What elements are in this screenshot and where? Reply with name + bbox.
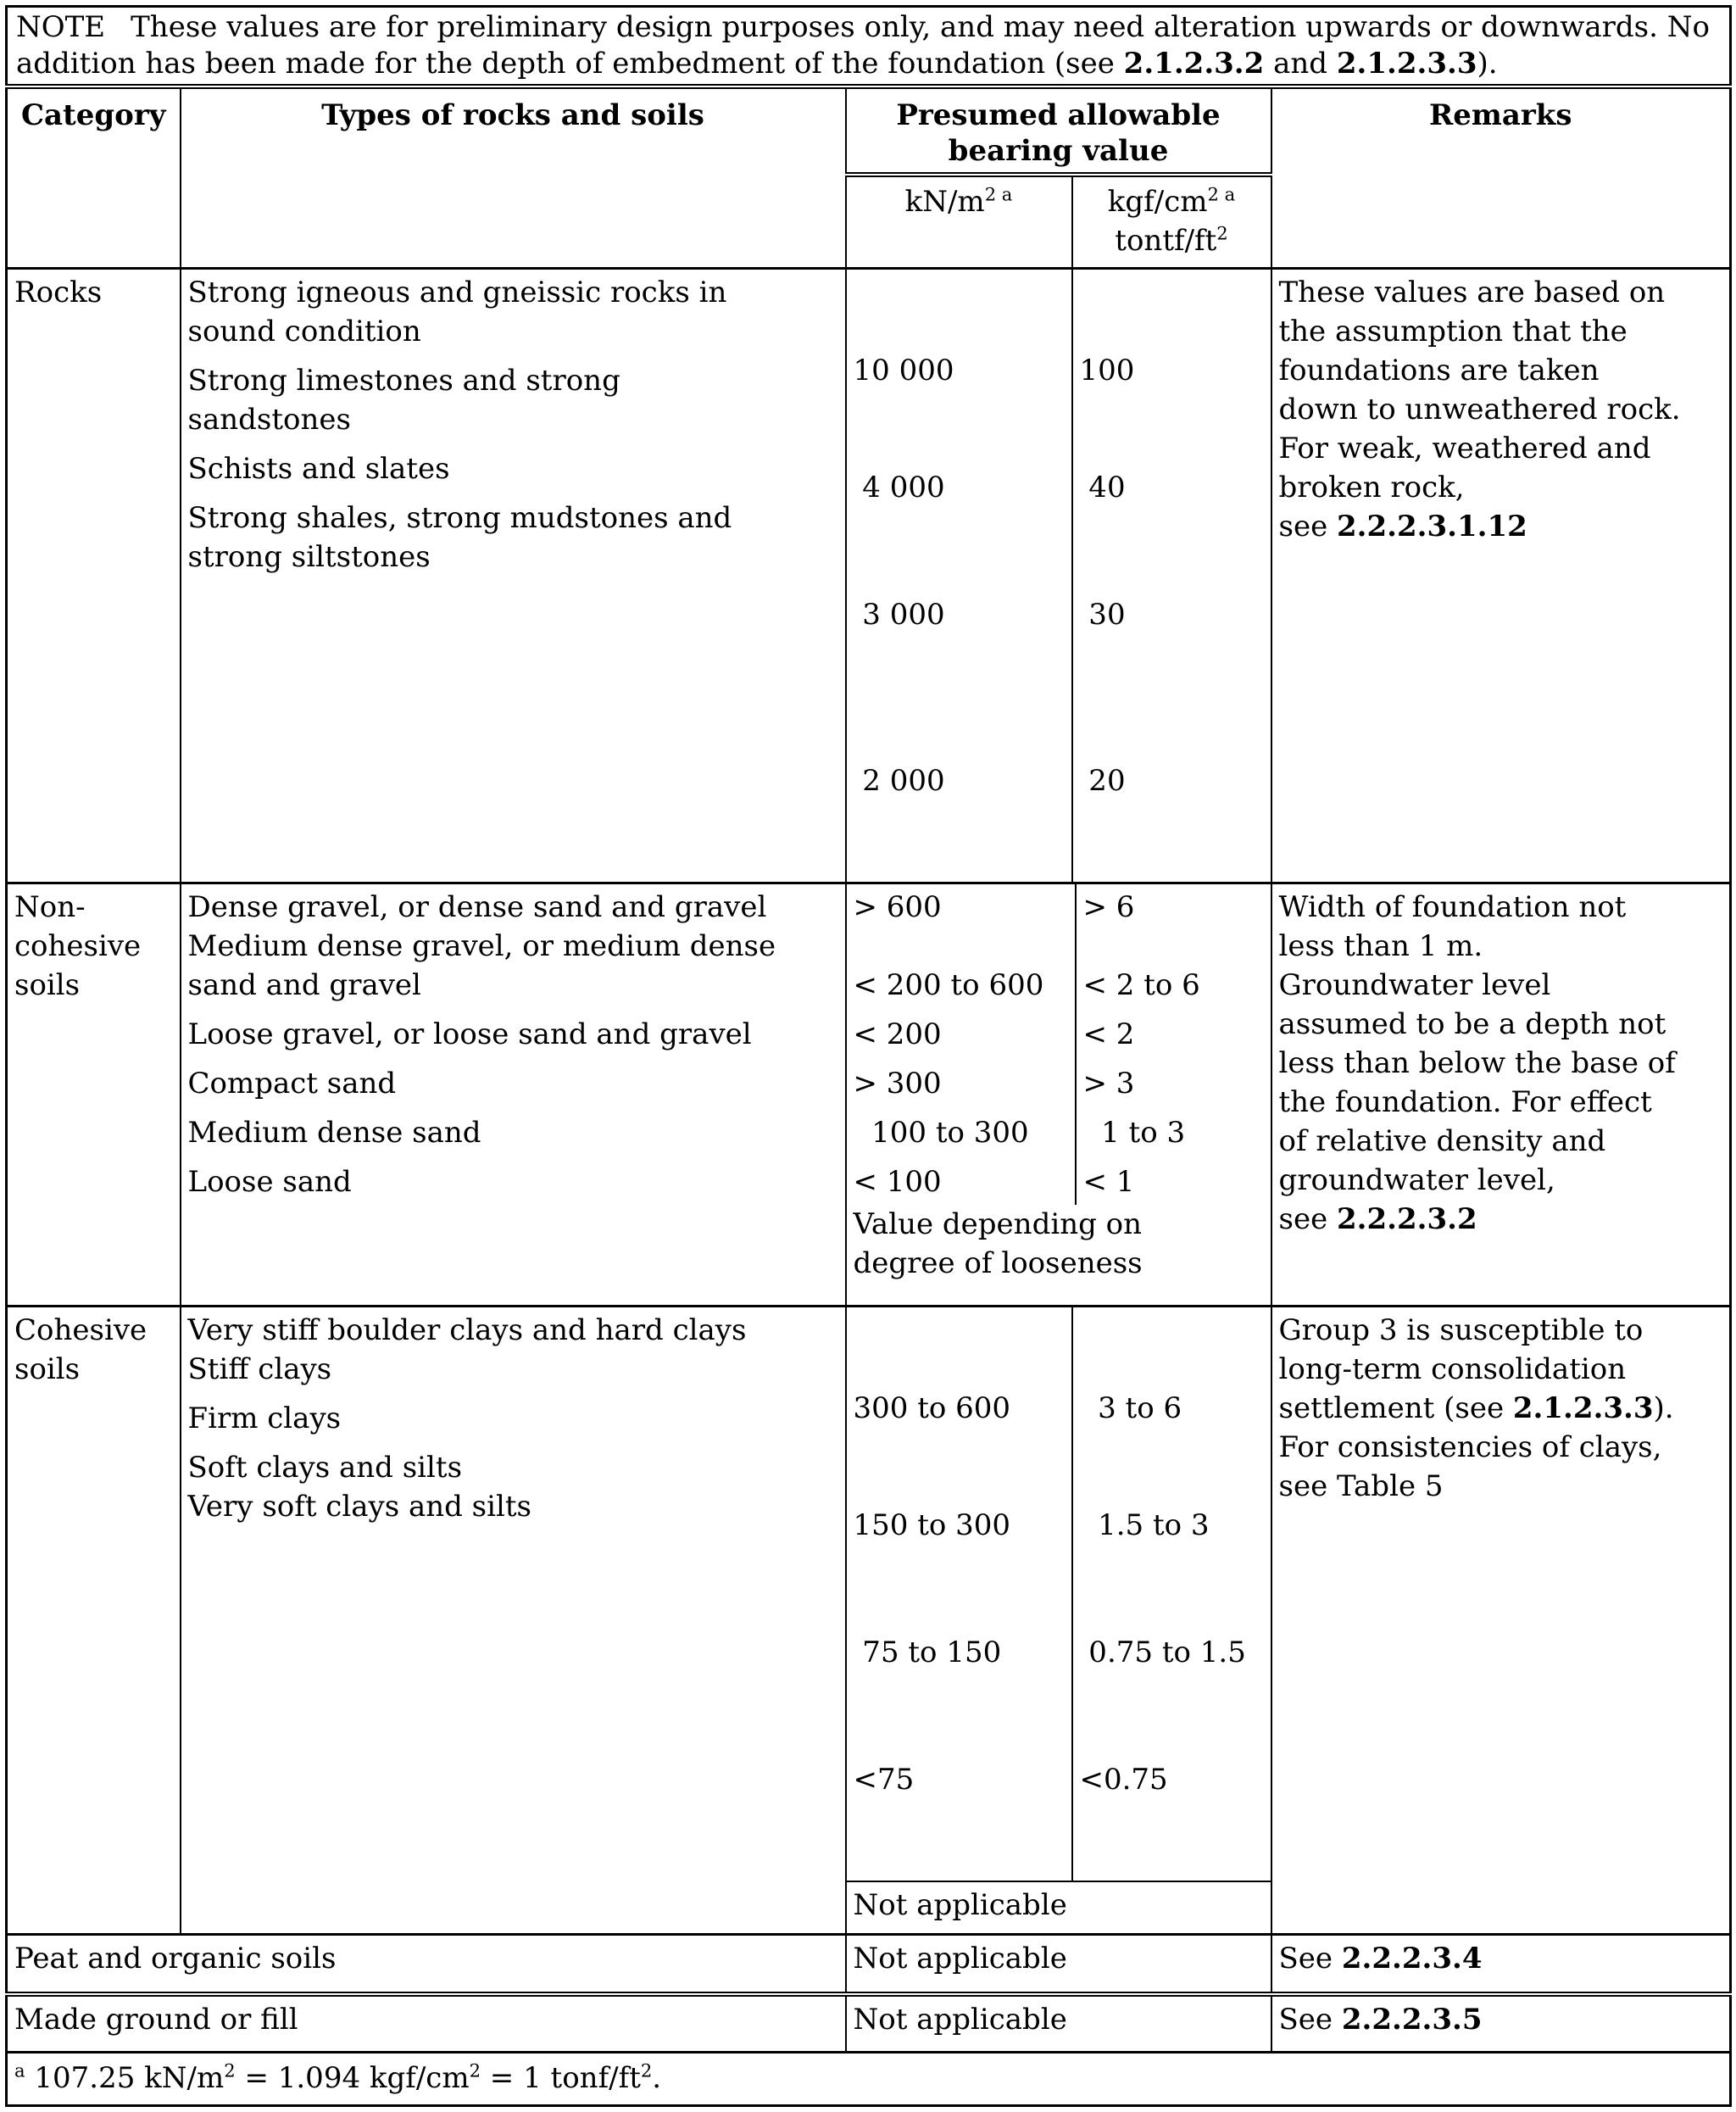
rocks-remarks-ref-line: see 2.2.2.3.1.12 xyxy=(1278,510,1527,543)
cohesive-type-5: Very soft clays and silts xyxy=(187,1490,531,1524)
non-cohesive-types xyxy=(181,883,846,1307)
row-cohesive xyxy=(7,1307,1731,1882)
rocks-remarks: These values are based on the assumption that the foundations are taken down to unweathered rock. For weak, weathered and broken rock, see 2.2.2.3.1.12 xyxy=(1271,269,1731,883)
peat-label: Peat and organic soils xyxy=(7,1935,846,1995)
note-label: NOTE xyxy=(16,10,106,44)
non-cohesive-remarks: Width of foundation not less than 1 m. Groundwater level assumed to be a depth not less than below the base of the foundation. For effect of relative density and groundwater level, see 2.2.2.3.2 xyxy=(1271,883,1731,1307)
non-cohesive-remarks-ref: 2.2.2.3.2 xyxy=(1337,1202,1477,1236)
non-cohesive-kn-values: > 600 < 200 to 600 < 200 > 300 100 to 300 < 100 xyxy=(847,884,1077,1205)
header-row-1 xyxy=(7,86,1731,175)
unit-tontf-line xyxy=(1080,221,1264,260)
cohesive-type-2: Stiff clays xyxy=(187,1352,332,1386)
non-cohesive-type-1: Dense gravel, or dense sand and gravel xyxy=(187,890,767,924)
non-cohesive-type-5: Medium dense sand xyxy=(187,1116,481,1150)
cohesive-not-applicable: Not applicable xyxy=(846,1881,1271,1935)
non-cohesive-type-6: Loose sand xyxy=(187,1165,352,1199)
unit-kgf-base: kgf/cm xyxy=(1107,185,1208,219)
unit-kn xyxy=(846,175,1072,269)
cohesive-remarks-ref-line: settlement (see 2.1.2.3.3). xyxy=(1278,1391,1674,1425)
note-ref-1: 2.1.2.3.2 xyxy=(1123,47,1265,81)
rocks-type-1: Strong igneous and gneissic rocks in sound condition xyxy=(187,276,727,348)
non-cohesive-type-4: Compact sand xyxy=(187,1067,397,1101)
note-text-end: ). xyxy=(1477,47,1498,81)
cohesive-types xyxy=(181,1307,846,1935)
peat-remarks-ref: 2.2.2.3.4 xyxy=(1341,1942,1483,1975)
made-ground-value: Not applicable xyxy=(846,1994,1271,2053)
cohesive-remarks: Group 3 is susceptible to long-term consolidation settlement (see 2.1.2.3.3). For consistencies of clays, see Table 5 xyxy=(1271,1307,1731,1935)
note-text-and: and xyxy=(1264,47,1337,81)
rocks-type-2: Strong limestones and strong sandstones xyxy=(187,364,620,437)
unit-tontf-sup: 2 xyxy=(1216,222,1228,244)
rocks-type-3: Schists and slates xyxy=(187,452,450,486)
unit-kn-base: kN/m xyxy=(904,185,985,219)
rocks-remarks-ref: 2.2.2.3.1.12 xyxy=(1337,510,1527,543)
row-footnote xyxy=(7,2053,1731,2106)
cohesive-category: Cohesive soils xyxy=(7,1307,181,1935)
unit-tontf-base: tontf/ft xyxy=(1115,224,1217,258)
header-bearing-value xyxy=(846,86,1271,175)
bearing-values-table xyxy=(5,5,1732,2107)
row-peat xyxy=(7,1935,1731,1995)
row-rocks xyxy=(7,269,1731,883)
unit-kgf xyxy=(1072,175,1271,269)
non-cohesive-values-split xyxy=(847,884,1271,1205)
non-cohesive-value-note: Value depending on degree of looseness xyxy=(853,1207,1143,1280)
non-cohesive-type-3: Loose gravel, or loose sand and gravel xyxy=(187,1017,752,1051)
note-ref-2: 2.1.2.3.3 xyxy=(1336,47,1477,81)
unit-kn-sup: 2 a xyxy=(984,183,1013,205)
header-remarks: Remarks xyxy=(1271,86,1731,269)
cohesive-remarks-ref: 2.1.2.3.3 xyxy=(1512,1391,1654,1425)
cohesive-type-3: Firm clays xyxy=(187,1401,342,1435)
cohesive-type-1: Very stiff boulder clays and hard clays xyxy=(187,1313,747,1347)
rocks-types xyxy=(181,269,846,883)
note-row xyxy=(7,7,1731,87)
rocks-kgf-values: 100 40 30 20 xyxy=(1072,269,1271,883)
made-ground-remarks: See 2.2.2.3.5 xyxy=(1271,1994,1731,2053)
made-ground-remarks-ref: 2.2.2.3.5 xyxy=(1341,2003,1483,2037)
peat-remarks: See 2.2.2.3.4 xyxy=(1271,1935,1731,1995)
rocks-type-4: Strong shales, strong mudstones and strong siltstones xyxy=(187,501,732,574)
header-bearing-line-1: Presumed allowable xyxy=(896,98,1221,132)
cohesive-type-4: Soft clays and silts xyxy=(187,1451,463,1485)
rocks-kn-values: 10 000 4 000 3 000 2 000 xyxy=(846,269,1072,883)
non-cohesive-remarks-ref-line: see 2.2.2.3.2 xyxy=(1278,1202,1477,1236)
footnote-cell: $^a$ 107.25 $kN/m^2 = 1.094$ kgf/$cm^2 = 1$ tonf/$ft^2$. xyxy=(7,2053,1731,2106)
rocks-category: Rocks xyxy=(7,269,181,883)
non-cohesive-category: Non- cohesive soils xyxy=(7,883,181,1307)
cohesive-kn-values: 300 to 600 150 to 300 75 to 150 <75 xyxy=(846,1307,1072,1882)
header-types: Types of rocks and soils xyxy=(181,86,846,269)
made-ground-label: Made ground or fill xyxy=(7,1994,846,2053)
non-cohesive-type-2: Medium dense gravel, or medium dense sand and gravel xyxy=(187,929,776,1002)
row-non-cohesive xyxy=(7,883,1731,1307)
note-cell xyxy=(7,7,1731,87)
non-cohesive-kgf-values: > 6 < 2 to 6 < 2 > 3 1 to 3 < 1 xyxy=(1082,890,1200,1199)
unit-kgf-line xyxy=(1080,182,1264,221)
footnote-marker: a xyxy=(14,2059,25,2081)
peat-value: Not applicable xyxy=(846,1935,1271,1995)
header-bearing-line-2: bearing value xyxy=(948,134,1169,168)
cohesive-kgf-values: 3 to 6 1.5 to 3 0.75 to 1.5 <0.75 xyxy=(1072,1307,1271,1882)
note-text: These values are for preliminary design purposes only, and may need alteration upwards or downwards. No addition has been made for the depth of embedment of the foundation (see xyxy=(16,10,1710,81)
row-made-ground xyxy=(7,1994,1731,2053)
unit-kgf-sup: 2 a xyxy=(1207,183,1236,205)
non-cohesive-values xyxy=(846,883,1271,1307)
header-category: Category xyxy=(7,86,181,269)
